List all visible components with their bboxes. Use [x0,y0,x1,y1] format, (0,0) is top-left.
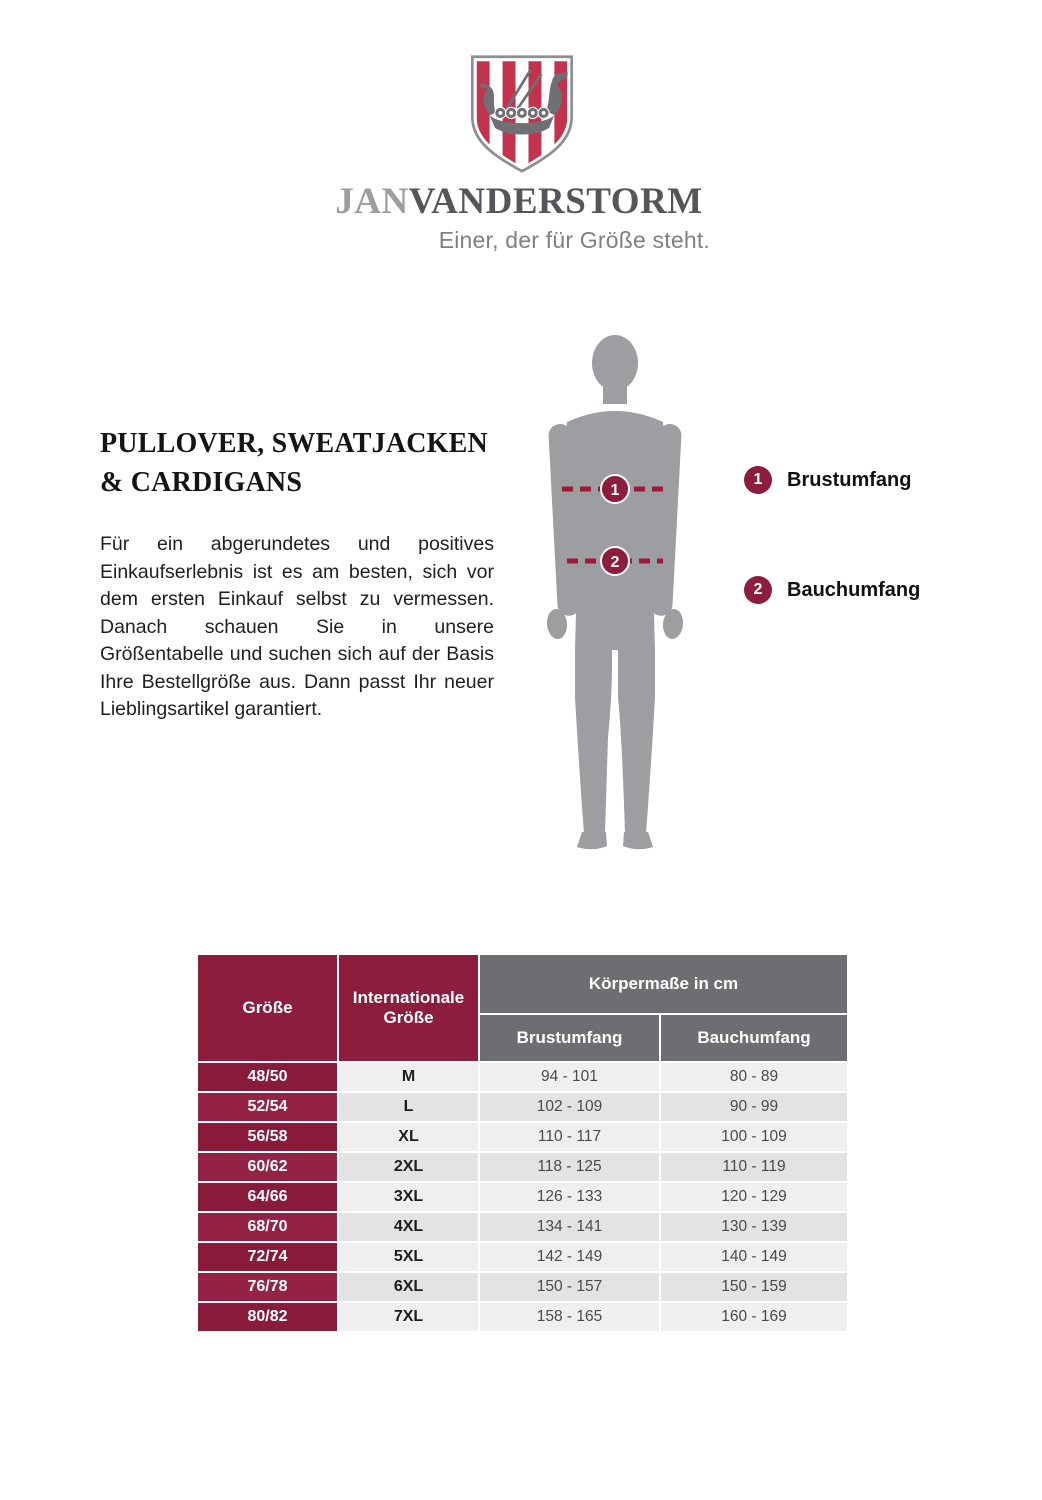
size-table [198,955,847,1331]
col-header-bauchumfang: Bauchumfang [661,1015,847,1061]
brand-tagline: Einer, der für Größe steht. [438,227,710,253]
chest-cell: 126 - 133 [480,1183,659,1211]
legend-label-waist: Bauchumfang [787,578,921,601]
col-header-koerpermasse: Körpermaße in cm [480,955,847,1013]
legend-label-chest: Brustumfang [787,468,912,491]
chest-marker-number: 1 [610,482,620,499]
page-title-line1: PULLOVER, SWEATJACKEN [100,428,488,459]
size-cell: 64/66 [198,1183,337,1211]
size-cell: 60/62 [198,1153,337,1181]
legend-badge-1: 1 [744,466,772,494]
chest-cell: 150 - 157 [480,1273,659,1301]
waist-cell: 120 - 129 [661,1183,847,1211]
brand-name [328,180,710,223]
waist-cell: 140 - 149 [661,1243,847,1271]
int-size-cell: 6XL [339,1273,478,1301]
size-cell: 52/54 [198,1093,337,1121]
body-silhouette [546,335,685,849]
chest-cell: 118 - 125 [480,1153,659,1181]
brand-block [328,180,710,254]
int-size-cell: 5XL [339,1243,478,1271]
chest-cell: 94 - 101 [480,1063,659,1091]
int-size-cell: 3XL [339,1183,478,1211]
int-size-cell: M [339,1063,478,1091]
legend-badge-2: 2 [744,576,772,604]
legend-item-chest [744,466,920,494]
size-cell: 72/74 [198,1243,337,1271]
brand-name-vanderstorm: VANDERSTORM [408,181,703,222]
int-size-cell: XL [339,1123,478,1151]
waist-cell: 80 - 89 [661,1063,847,1091]
size-cell: 80/82 [198,1303,337,1331]
int-size-cell: 4XL [339,1213,478,1241]
chest-cell: 102 - 109 [480,1093,659,1121]
legend-item-waist [744,576,920,604]
int-size-cell: 7XL [339,1303,478,1331]
chest-cell: 134 - 141 [480,1213,659,1241]
waist-cell: 110 - 119 [661,1153,847,1181]
col-header-international: Internationale Größe [339,955,478,1061]
waist-marker-number: 2 [610,554,620,571]
brand-logo-shield-icon [468,54,576,174]
int-size-cell: 2XL [339,1153,478,1181]
body-measurement-figure [515,332,715,854]
measurement-legend [744,466,920,686]
col-header-brustumfang: Brustumfang [480,1015,659,1061]
waist-cell: 160 - 169 [661,1303,847,1331]
chest-cell: 158 - 165 [480,1303,659,1331]
waist-cell: 100 - 109 [661,1123,847,1151]
col-header-groesse: Größe [198,955,337,1061]
intro-paragraph: Für ein abgerundetes und positives Einkaufserlebnis ist es am besten, sich vor dem ersten Einkauf selbst zu vermessen. Danach schauen Sie in unsere Größentabelle und suchen sich auf der Basis Ihre Bestellgröße aus. Dann passt Ihr neuer Lieblingsartikel garantiert. [100,533,494,720]
page-title [100,424,488,502]
size-cell: 56/58 [198,1123,337,1151]
size-cell: 48/50 [198,1063,337,1091]
page-title-line2: & CARDIGANS [100,467,303,498]
brand-name-jan: JAN [335,181,409,222]
size-cell: 68/70 [198,1213,337,1241]
waist-cell: 150 - 159 [661,1273,847,1301]
chest-cell: 142 - 149 [480,1243,659,1271]
waist-cell: 90 - 99 [661,1093,847,1121]
size-cell: 76/78 [198,1273,337,1301]
chest-cell: 110 - 117 [480,1123,659,1151]
int-size-cell: L [339,1093,478,1121]
waist-cell: 130 - 139 [661,1213,847,1241]
